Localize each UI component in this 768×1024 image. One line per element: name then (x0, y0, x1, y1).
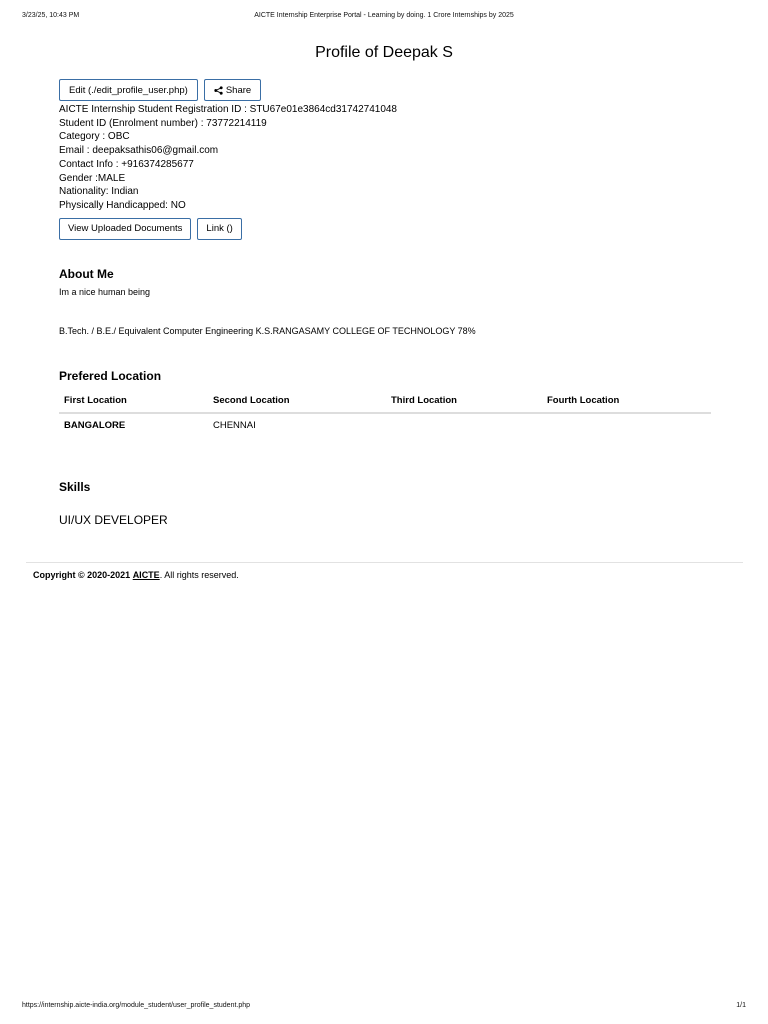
copyright-prefix: Copyright © 2020-2021 (33, 570, 131, 580)
aicte-link[interactable]: AICTE (132, 570, 160, 580)
document-actions (59, 218, 711, 240)
print-datetime: 3/23/25, 10:43 PM (22, 12, 80, 19)
table-cell: CHENNAI (213, 419, 256, 431)
contact-info: Contact Info : +916374285677 (59, 158, 194, 170)
skill-item: UI/UX DEVELOPER (59, 512, 168, 527)
table-row (59, 413, 711, 437)
location-heading: Prefered Location (59, 368, 162, 383)
edit-button-label: Edit (./edit_profile_user.php) (69, 84, 188, 96)
table-header-row (59, 391, 711, 413)
category: Category : OBC (59, 131, 130, 143)
share-button-label: Share (225, 84, 252, 96)
table-cell (386, 413, 542, 437)
print-page-title: AICTE Internship Enterprise Portal - Learning by doing. 1 Crore Internships by 2025 (254, 12, 514, 19)
print-url: https://internship.aicte-india.org/module_student/user_profile_student.php (22, 1002, 251, 1009)
physically-handicapped: Physically Handicapped: NO (59, 199, 186, 211)
nationality: Nationality: Indian (59, 186, 139, 198)
skills-heading: Skills (59, 479, 91, 494)
page-title: Profile of Deepak S (315, 44, 453, 61)
student-id: Student ID (Enrolment number) : 73772214119 (59, 117, 267, 129)
education-text: B.Tech. / B.E./ Equivalent Computer Engineering K.S.RANGASAMY COLLEGE OF TECHNOLOGY 78% (59, 325, 476, 336)
copyright (33, 570, 239, 580)
link-button[interactable]: Link () (197, 218, 241, 240)
profile-actions (59, 79, 711, 101)
registration-id: AICTE Internship Student Registration ID : STU67e01e3864cd31742741048 (59, 104, 397, 115)
table-cell: BANGALORE (64, 419, 126, 431)
gender: Gender :MALE (59, 172, 126, 184)
profile-content (59, 79, 711, 527)
about-text: Im a nice human being (59, 286, 151, 297)
column-header: Fourth Location (542, 391, 711, 413)
profile-info (59, 103, 711, 213)
about-heading: About Me (59, 266, 114, 281)
column-header: First Location (59, 391, 208, 413)
email: Email : deepaksathis06@gmail.com (59, 145, 219, 157)
column-header: Third Location (386, 391, 542, 413)
footer-divider (26, 562, 743, 563)
table-cell (542, 413, 711, 437)
location-table (59, 391, 711, 437)
edit-profile-button[interactable] (59, 79, 198, 101)
copyright-suffix: . All rights reserved. (159, 570, 239, 580)
view-documents-button[interactable]: View Uploaded Documents (59, 218, 191, 240)
column-header: Second Location (208, 391, 386, 413)
share-button[interactable] (204, 79, 261, 101)
share-icon (214, 86, 223, 95)
print-page-number: 1/1 (736, 1002, 746, 1009)
